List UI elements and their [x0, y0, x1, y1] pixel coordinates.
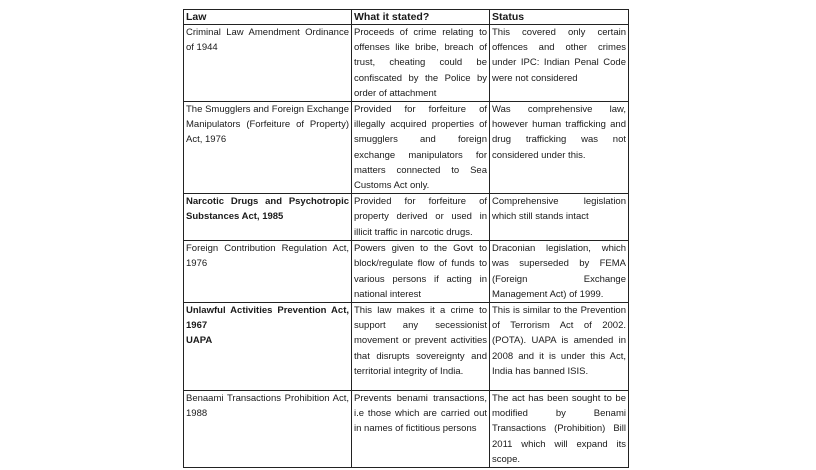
- header-law: Law: [184, 10, 352, 25]
- law-name: Unlawful Activities Prevention Act, 1967: [186, 305, 349, 332]
- law-cell: Narcotic Drugs and Psychotropic Substances Act, 1985: [184, 194, 352, 241]
- header-status: Status: [490, 10, 629, 25]
- header-what-it-stated: What it stated?: [352, 10, 490, 25]
- law-cell: Criminal Law Amendment Ordinance of 1944: [184, 25, 352, 102]
- law-cell: Benaami Transactions Prohibition Act, 1988: [184, 391, 352, 468]
- table-row: [184, 391, 629, 468]
- law-cell: Foreign Contribution Regulation Act, 1976: [184, 241, 352, 303]
- table-row: [184, 25, 629, 102]
- status-cell: This is similar to the Prevention of Terrorism Act of 2002. (POTA). UAPA is amended in 2008 and it is under this Act, India has banned ISIS.: [490, 303, 629, 391]
- status-cell: Draconian legislation, which was superseded by FEMA (Foreign Exchange Management Act) of 1999.: [490, 241, 629, 303]
- law-abbreviation: UAPA: [186, 335, 213, 347]
- table-row: [184, 303, 629, 391]
- header-row: [184, 10, 629, 25]
- status-cell: Was comprehensive law, however human trafficking and drug trafficking was not considered under this.: [490, 102, 629, 194]
- stated-cell: Proceeds of crime relating to offenses like bribe, breach of trust, cheating could be confiscated by the Police by order of attachment: [352, 25, 490, 102]
- laws-table: [183, 9, 629, 468]
- stated-cell: Provided for forfeiture of property derived or used in illicit traffic in narcotic drugs.: [352, 194, 490, 241]
- law-cell: The Smugglers and Foreign Exchange Manipulators (Forfeiture of Property) Act, 1976: [184, 102, 352, 194]
- stated-cell: This law makes it a crime to support any secessionist movement or prevent activities that disrupts sovereignty and territorial integrity of India.: [352, 303, 490, 391]
- table-row: [184, 241, 629, 303]
- status-cell: The act has been sought to be modified by Benami Transactions (Prohibition) Bill 2011 which will expand its scope.: [490, 391, 629, 468]
- law-cell: [184, 303, 352, 391]
- table-row: [184, 102, 629, 194]
- table-row: [184, 194, 629, 241]
- stated-cell: Powers given to the Govt to block/regulate flow of funds to various persons if acting in national interest: [352, 241, 490, 303]
- stated-cell: Provided for forfeiture of illegally acquired properties of smugglers and foreign exchange manipulators for matters connected to Sea Customs Act only.: [352, 102, 490, 194]
- status-cell: This covered only certain offences and other crimes under IPC: Indian Penal Code were not considered: [490, 25, 629, 102]
- stated-cell: Prevents benami transactions, i.e those which are carried out in names of fictitious persons: [352, 391, 490, 468]
- status-cell: Comprehensive legislation which still stands intact: [490, 194, 629, 241]
